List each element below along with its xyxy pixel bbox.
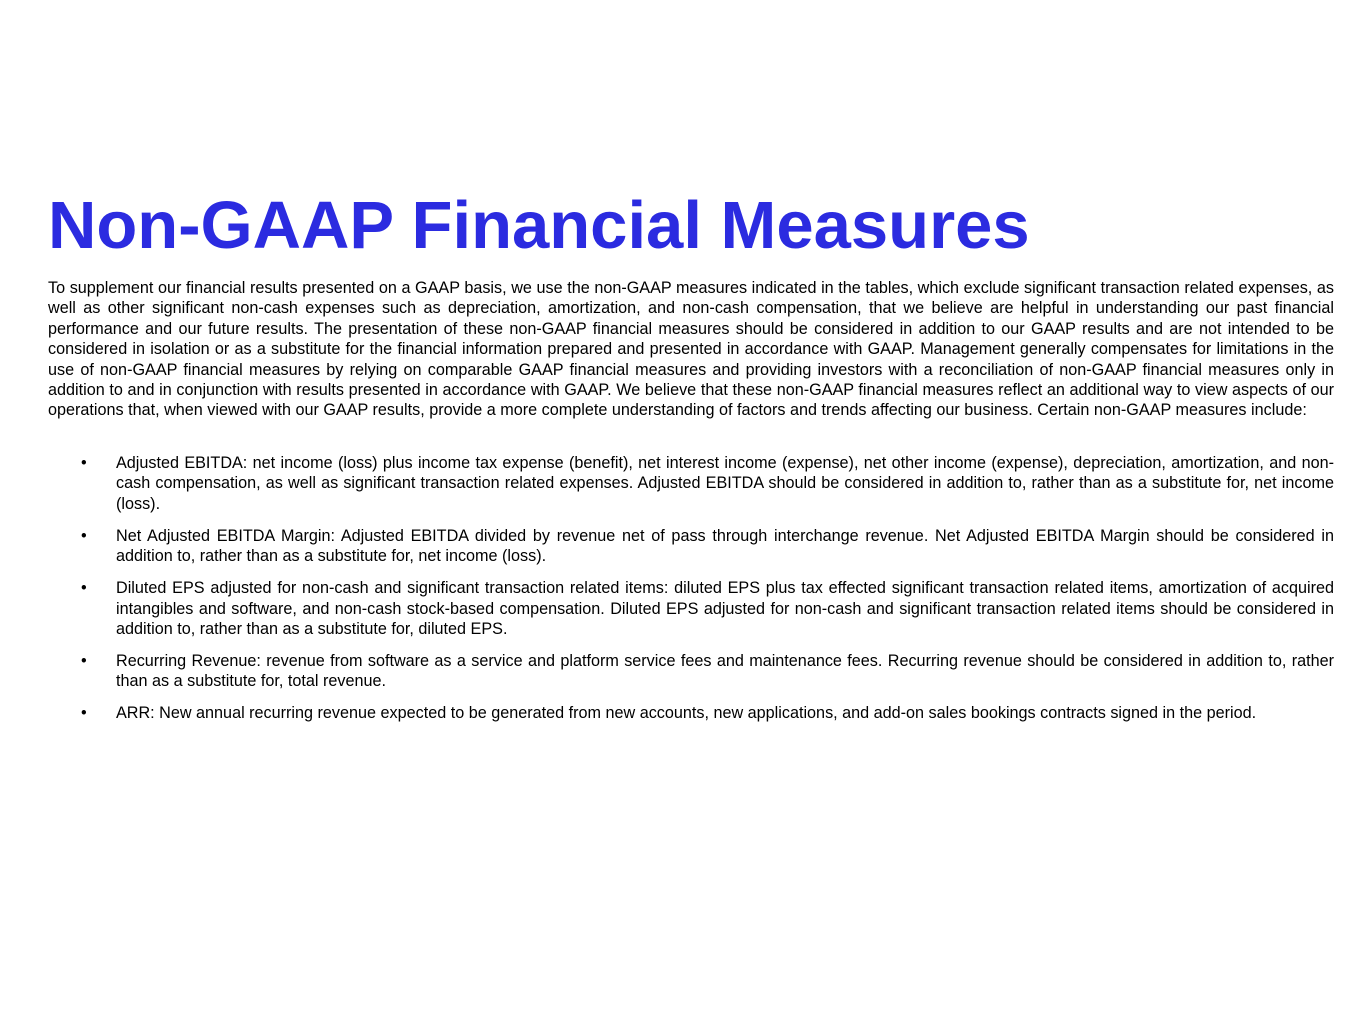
bullet-icon: • bbox=[81, 704, 87, 723]
bullet-icon: • bbox=[81, 652, 87, 671]
bullet-icon: • bbox=[81, 579, 87, 598]
list-item-text: Diluted EPS adjusted for non-cash and significant transaction related items: diluted EPS plus tax effected significant transaction related items, amortization of acquired intangibles and software, and non-cash stock-based compensation. Diluted EPS adjusted for non-cash and significant transaction related items should be considered in addition to, rather than as a substitute for, diluted EPS. bbox=[116, 579, 1334, 639]
bullet-icon: • bbox=[81, 454, 87, 472]
list-item-arr bbox=[48, 703, 1334, 723]
list-item-diluted-eps-adjusted bbox=[48, 578, 1334, 639]
list-item-text: ARR: New annual recurring revenue expected to be generated from new accounts, new applications, and add-on sales bookings contracts signed in the period. bbox=[116, 704, 1257, 723]
measures-list bbox=[48, 453, 1334, 735]
list-item-net-adjusted-ebitda-margin bbox=[48, 526, 1334, 567]
bullet-icon: • bbox=[81, 526, 87, 545]
page-title: Non-GAAP Financial Measures bbox=[48, 188, 1030, 263]
list-item-text: Net Adjusted EBITDA Margin: Adjusted EBITDA divided by revenue net of pass through interchange revenue. Net Adjusted EBITDA Margin should be considered in addition to, rather than as a substitute for, net income (loss). bbox=[116, 526, 1334, 566]
list-item-text: Adjusted EBITDA: net income (loss) plus income tax expense (benefit), net interest income (expense), net other income (expense), depreciation, amortization, and non-cash compensation, as well as significant transaction related expenses. Adjusted EBITDA should be considered in addition to, rather than as a substitute for, net income (loss). bbox=[116, 454, 1334, 513]
intro-paragraph: To supplement our financial results presented on a GAAP basis, we use the non-GAAP measures indicated in the tables, which exclude significant transaction related expenses, as well as other significant non-cash expenses such as depreciation, amortization, and non-cash compensation, that we believe are helpful in understanding our past financial performance and our future results. The presentation of these non-GAAP financial measures should be considered in addition to our GAAP results and are not intended to be considered in isolation or as a substitute for the financial information prepared and presented in accordance with GAAP. Management generally compensates for limitations in the use of non-GAAP financial measures by relying on comparable GAAP financial measures and providing investors with a reconciliation of non-GAAP financial measures only in addition to and in conjunction with results presented in accordance with GAAP. We believe that these non-GAAP financial measures reflect an additional way to view aspects of our operations that, when viewed with our GAAP results, provide a more complete understanding of factors and trends affecting our business. Certain non-GAAP measures include: bbox=[48, 279, 1334, 420]
list-item-recurring-revenue bbox=[48, 651, 1334, 692]
list-item-adjusted-ebitda bbox=[48, 453, 1334, 514]
list-item-text: Recurring Revenue: revenue from software as a service and platform service fees and maintenance fees. Recurring revenue should be considered in addition to, rather than as a substitute for, total revenue. bbox=[116, 652, 1334, 691]
